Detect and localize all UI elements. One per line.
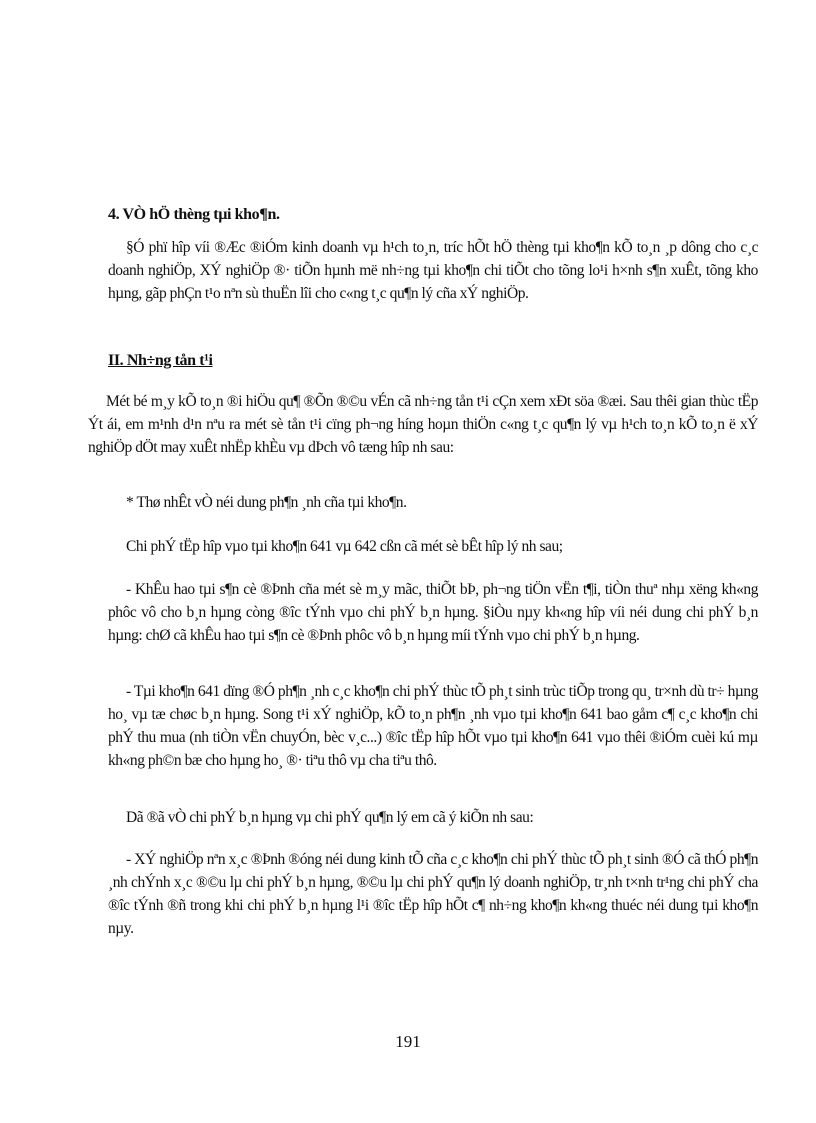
paragraph-1: Chi phÝ tËp hîp vµo tµi kho¶n 641 vµ 642 cßn cã mét sè bÊt hîp lý nh sau; xyxy=(126,538,563,555)
section-4-heading: 4. VÒ hÖ thèng tµi kho¶n. xyxy=(108,206,280,223)
paragraph-5: - XÝ nghiÖp nªn x¸c ®Þnh ®óng néi dung kinh tÕ cña c¸c kho¶n chi phÝ thùc tÕ ph¸t sinh ®Ó cã thÓ ph¶n ¸nh chÝnh x¸c ®©u lµ chi phÝ b¸n hµng, ®©u lµ chi phÝ qu¶n lý doanh nghiÖp, tr¸nh t×nh tr¹ng chi phÝ cha ®îc tÝnh ®ñ trong khi chi phÝ b¸n hµng l¹i ®îc tËp hîp hÕt c¶ nh÷ng kho¶n kh«ng thuéc néi dung tµi kho¶n nµy. xyxy=(108,851,758,937)
paragraph-3: - Tµi kho¶n 641 dïng ®Ó ph¶n ¸nh c¸c kho¶n chi phÝ thùc tÕ ph¸t sinh trùc tiÕp trong qu¸ tr×nh dù tr÷ hµng ho¸ vµ tæ chøc b¸n hµng. Song t¹i xÝ nghiÖp, kÕ to¸n ph¶n ¸nh vµo tµi kho¶n 641 bao gåm c¶ c¸c kho¶n chi phÝ thu mua (nh tiÒn vËn chuyÓn, bèc v¸c...) ®îc tËp hîp hÕt vµo tµi kho¶n 641 vµo thêi ®iÓm cuèi kú mµ kh«ng ph©n bæ cho hµng ho¸ ®· tiªu thô vµ cha tiªu thô. xyxy=(108,683,758,769)
section-ii-intro: Mét bé m¸y kÕ to¸n ®i hiÖu qu¶ ®Õn ®©u vÉn cã nh÷ng tån t¹i cÇn xem xÐt söa ®æi. Sau thêi gian thùc tËp Ýt ái, em m¹nh d¹n nªu ra mét sè tån t¹i cïng ph¬ng híng hoµn thiÖn c«ng t¸c qu¶n lý vµ h¹ch to¸n kÕ to¸n ë xÝ nghiÖp dÖt may xuÊt nhËp khÈu vµ dÞch vô tæng hîp nh sau: xyxy=(88,393,758,456)
first-point: * Thø nhÊt vÒ néi dung ph¶n ¸nh cña tµi kho¶n. xyxy=(126,494,407,511)
paragraph-2: - KhÊu hao tµi s¶n cè ®Þnh cña mét sè m¸y mãc, thiÕt bÞ, ph¬ng tiÖn vËn t¶i, tiÒn thuª nhµ xëng kh«ng phôc vô cho b¸n hµng còng ®îc tÝnh vµo chi phÝ b¸n hµng. §iÒu nµy kh«ng hîp víi néi dung chi phÝ b¸n hµng: chØ cã khÊu hao tµi s¶n cè ®Þnh phôc vô b¸n hµng míi tÝnh vµo chi phÝ b¸n hµng. xyxy=(108,581,758,644)
section-ii-heading: II. Nh÷ng tån t¹i xyxy=(108,352,213,369)
section-4-paragraph: §Ó phï hîp víi ®Æc ®iÓm kinh doanh vµ h¹ch to¸n, tríc hÕt hÖ thèng tµi kho¶n kÕ to¸n ¸p dông cho c¸c doanh nghiÖp, XÝ nghiÖp ®· tiÕn hµnh më nh÷ng tµi kho¶n chi tiÕt cho tõng lo¹i h×nh s¶n xuÊt, tõng kho hµng, gãp phÇn t¹o nªn sù thuËn lîi cho c«ng t¸c qu¶n lý cña xÝ nghiÖp. xyxy=(108,239,758,302)
page-number: 191 xyxy=(395,1032,421,1051)
paragraph-4: Dã ®ã vÒ chi phÝ b¸n hµng vµ chi phÝ qu¶n lý em cã ý kiÕn nh sau: xyxy=(126,809,534,826)
